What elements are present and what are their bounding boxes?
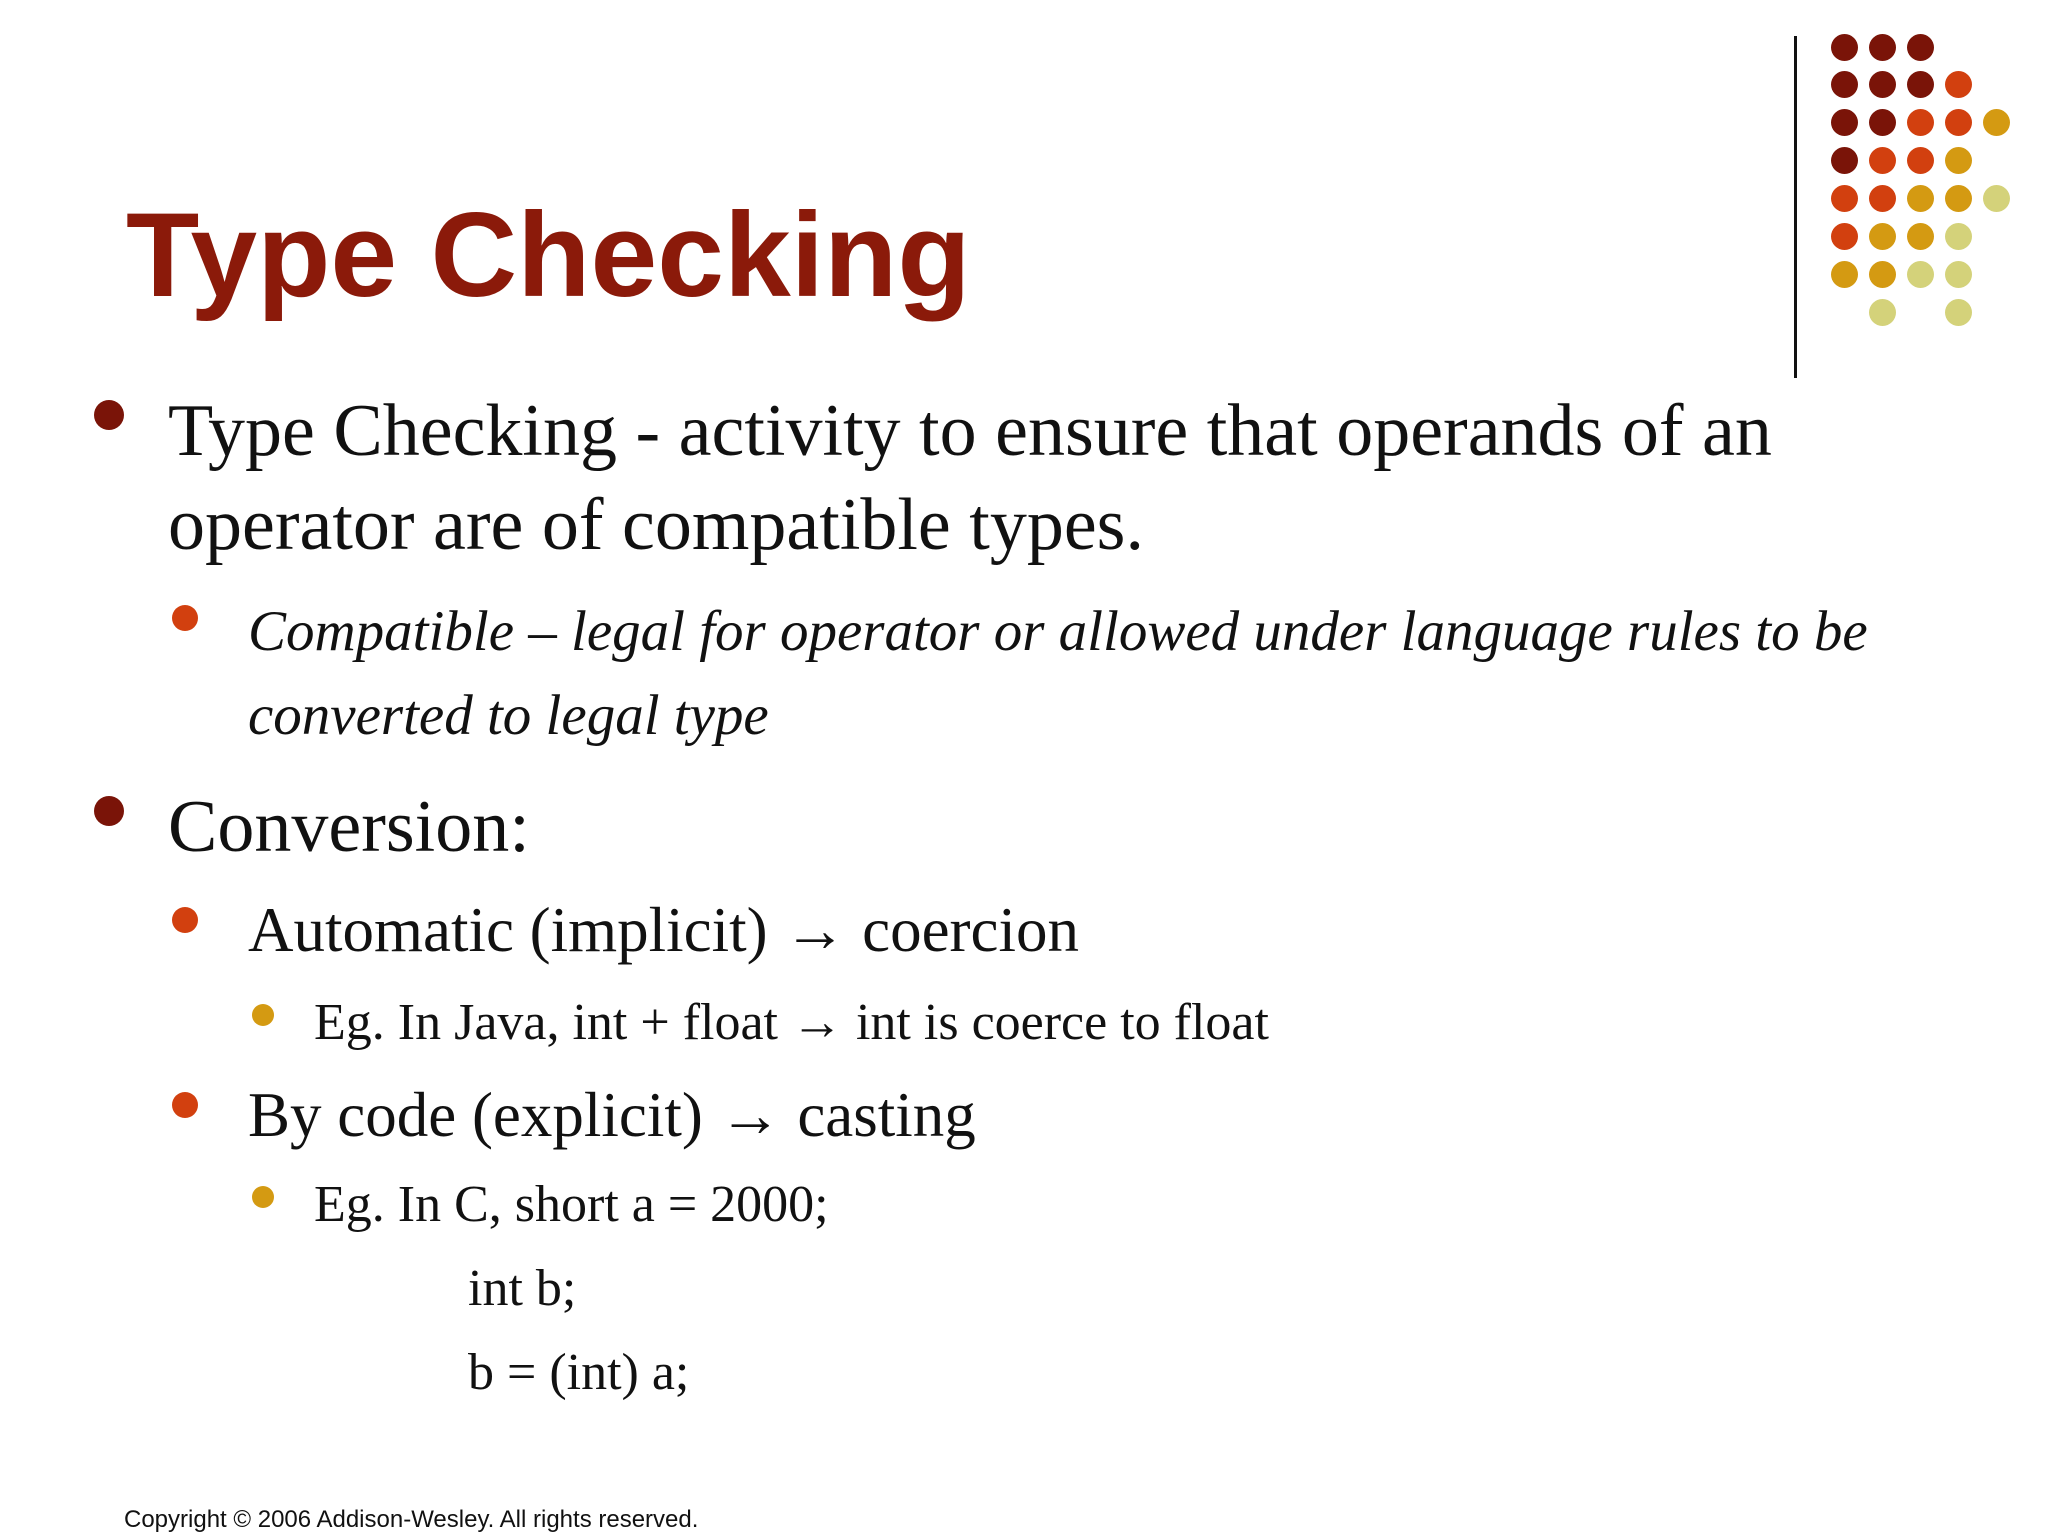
decorative-dot bbox=[1869, 147, 1896, 174]
decorative-dot bbox=[1907, 147, 1934, 174]
decorative-dot bbox=[1945, 71, 1972, 98]
sub-bullet-text-compatible-line2: converted to legal type bbox=[248, 684, 769, 747]
decorative-dot bbox=[1945, 185, 1972, 212]
sub-bullet-text-compatible-line1: Compatible – legal for operator or allowed under language rules to be bbox=[248, 600, 1868, 663]
decorative-dot bbox=[1869, 71, 1896, 98]
example-text-c-line3: b = (int) a; bbox=[468, 1344, 690, 1401]
decorative-dot bbox=[1831, 34, 1858, 61]
decorative-dot bbox=[1831, 261, 1858, 288]
decorative-dot bbox=[1945, 147, 1972, 174]
sub-bullet-dot bbox=[172, 605, 198, 631]
decorative-vertical-rule bbox=[1794, 36, 1797, 378]
decorative-dot bbox=[1869, 34, 1896, 61]
bullet-dot bbox=[94, 400, 124, 430]
sub-bullet-dot bbox=[172, 907, 198, 933]
decorative-dot bbox=[1945, 261, 1972, 288]
decorative-dot bbox=[1907, 223, 1934, 250]
decorative-dot bbox=[1907, 34, 1934, 61]
decorative-dot bbox=[1907, 261, 1934, 288]
sub-bullet-text-automatic: Automatic (implicit) → coercion bbox=[248, 895, 1079, 965]
sub-bullet-dot bbox=[172, 1092, 198, 1118]
decorative-dot bbox=[1869, 223, 1896, 250]
decorative-dot bbox=[1831, 185, 1858, 212]
decorative-dot bbox=[1831, 147, 1858, 174]
decorative-dot bbox=[1983, 109, 2010, 136]
bullet-dot bbox=[94, 796, 124, 826]
bullet-text-conversion: Conversion: bbox=[168, 786, 530, 868]
decorative-dot bbox=[1869, 109, 1896, 136]
example-text-java: Eg. In Java, int + float → int is coerce to float bbox=[314, 994, 1269, 1051]
sub-sub-bullet-dot bbox=[252, 1004, 274, 1026]
example-text-c-line2: int b; bbox=[468, 1260, 577, 1317]
decorative-dot bbox=[1907, 185, 1934, 212]
decorative-dot bbox=[1869, 185, 1896, 212]
copyright-footer: Copyright © 2006 Addison-Wesley. All rights reserved. bbox=[124, 1506, 699, 1533]
decorative-dot bbox=[1945, 109, 1972, 136]
decorative-dot bbox=[1869, 261, 1896, 288]
decorative-dot bbox=[1983, 185, 2010, 212]
decorative-dot bbox=[1831, 223, 1858, 250]
bullet-text-type-checking-line1: Type Checking - activity to ensure that operands of an bbox=[168, 390, 1772, 472]
decorative-dot bbox=[1869, 299, 1896, 326]
decorative-dot bbox=[1945, 299, 1972, 326]
slide-title: Type Checking bbox=[126, 188, 971, 322]
decorative-dot bbox=[1831, 71, 1858, 98]
decorative-dot bbox=[1831, 109, 1858, 136]
decorative-dot bbox=[1907, 71, 1934, 98]
decorative-dot bbox=[1945, 223, 1972, 250]
bullet-text-type-checking-line2: operator are of compatible types. bbox=[168, 484, 1144, 566]
example-text-c-line1: Eg. In C, short a = 2000; bbox=[314, 1176, 829, 1233]
sub-sub-bullet-dot bbox=[252, 1186, 274, 1208]
decorative-dot bbox=[1907, 109, 1934, 136]
sub-bullet-text-by-code: By code (explicit) → casting bbox=[248, 1080, 976, 1150]
